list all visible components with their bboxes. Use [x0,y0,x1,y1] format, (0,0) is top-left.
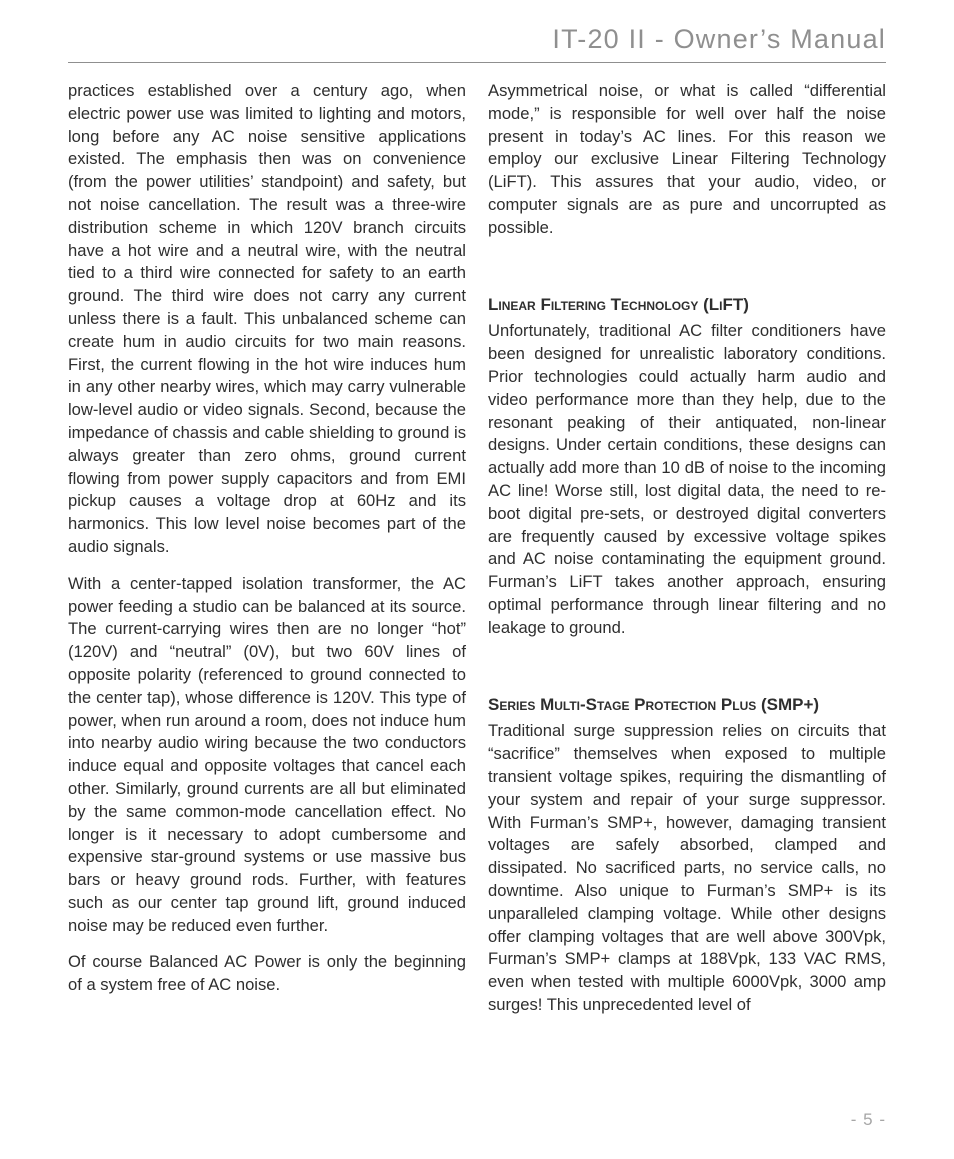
paragraph-noise-intro: Of course Balanced AC Power is only the beginning of a system free of AC noise. [68,952,466,995]
section-heading-smp: Series Multi-Stage Protection Plus (SMP+) [488,694,820,714]
page-number: - 5 - [850,1110,886,1129]
left-column [68,80,466,997]
header-rule [68,62,886,63]
paragraph-ac-history: practices established over a century ago, when electric power use was limited to lighting and motors, long before any AC noise sensitive applications existed. The emphasis then was on convenience (from the power utilities’ standpoint) and safety, but not noise cancellation. The result was a three-wire distribution scheme in which 120V branch circuits have a hot wire and a neutral wire, with the neutral tied to a third wire connected for safety to an earth ground. The third wire does not carry any current unless there is a fault. This unbalanced scheme can create hum in audio circuits for two main reasons. First, the current flowing in the hot wire induces hum in any other nearby wires, which may carry vulnerable low-level audio or video signals. Second, because the impedance of chassis and cable shielding to ground is always greater than zero ohms, ground current flowing from power supply capacitors and from EMI pickup causes a voltage drop at 60Hz and its harmonics. This low level noise becomes part of the audio signals. [68,81,466,556]
paragraph-lift: Unfortunately, traditional AC filter conditioners have been designed for unrealistic laboratory conditions. Prior technologies could actually harm audio and video performance more than they help, due to the resonant peaking of their antiquated, non-linear designs. Under certain conditions, these designs can actually add more than 10 dB of noise to the incoming AC line! Worse still, lost digital data, the need to re-boot digital pre-sets, or destroyed digital converters are frequently caused by excessive voltage spikes and AC noise contaminating the equipment ground. Furman’s LiFT takes another approach, ensuring optimal performance through linear filtering and no leakage to ground. [488,321,886,637]
right-column [488,80,886,1017]
page-header-title: IT-20 II - Owner’s Manual [552,24,886,54]
paragraph-asymmetrical-noise: Asymmetrical noise, or what is called “differential mode,” is responsible for well over half the noise present in today’s AC lines. For this reason we employ our exclusive Linear Filtering Technology (LiFT). This assures that your audio, video, or computer signals are as pure and uncorrupted as possible. [488,81,886,237]
paragraph-smp: Traditional surge suppression relies on circuits that “sacrifice” themselves when exposed to multiple transient voltage spikes, requiring the dismantling of your system and repair of your surge suppressor. With Furman’s SMP+, however, damaging transient voltages are safely absorbed, clamped and dissipated. No sacrificed parts, no service calls, no downtime. Also unique to Furman’s SMP+ is its unparalleled clamping voltage. While other designs offer clamping voltages that are well above 300Vpk, Furman’s SMP+ clamps at 188Vpk, 133 VAC RMS, even when tested with multiple 6000Vpk, 3000 amp surges! This unprecedented level of [488,721,886,1014]
section-heading-lift: Linear Filtering Technology (LiFT) [488,294,749,314]
paragraph-balanced-power: With a center-tapped isolation transformer, the AC power feeding a studio can be balanced at its source. The current-carrying wires then are no longer “hot” (120V) and “neutral” (0V), but two 60V lines of opposite polarity (referenced to ground connected to the center tap), whose difference is 120V. This type of power, when run around a room, does not induce hum into nearby audio wiring because the two conductors induce equal and opposite voltages that cancel each other. Similarly, ground currents are all but eliminated by the same common-mode cancellation effect. No longer is it necessary to adopt cumbersome and expensive star-ground systems or use massive bus bars or heavy ground rods. Further, with features such as our center tap ground lift, ground induced noise may be reduced even further. [68,573,466,935]
